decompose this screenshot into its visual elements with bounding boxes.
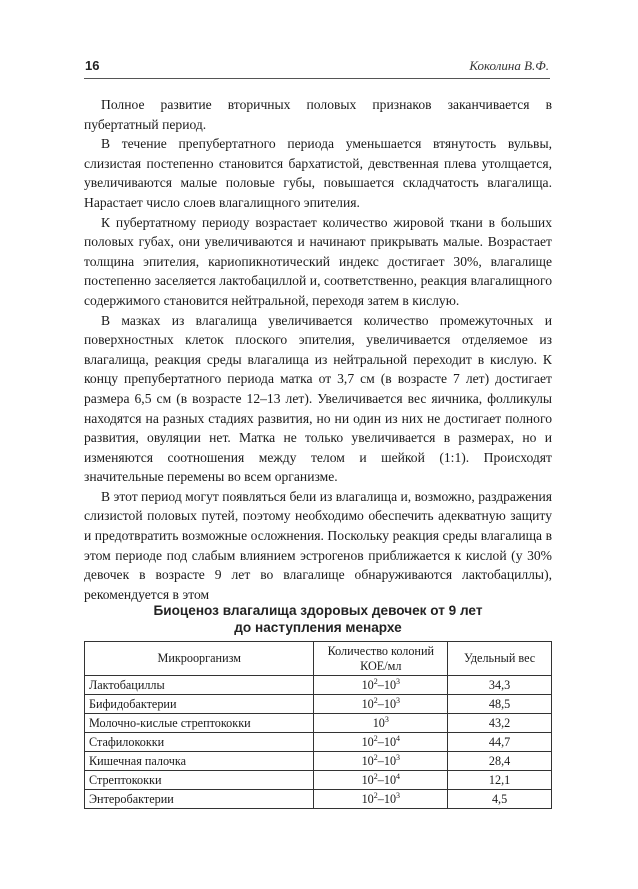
- count-exponent: 2: [373, 695, 378, 705]
- count-part: –: [377, 753, 384, 768]
- count-exponent: 4: [396, 771, 401, 781]
- cell-organism: Кишечная палочка: [85, 752, 314, 771]
- table-header-row: [85, 642, 552, 676]
- count-part: –: [377, 734, 384, 749]
- count-part: –: [377, 791, 384, 806]
- table-row: [85, 676, 552, 695]
- table-row: [85, 733, 552, 752]
- header-specific-weight: Удельный вес: [448, 642, 552, 676]
- cell-colony-count: [314, 790, 448, 809]
- table-row: [85, 771, 552, 790]
- count-part: 10: [383, 677, 397, 692]
- count-part: –: [377, 696, 384, 711]
- count-exponent: 2: [373, 790, 378, 800]
- cell-organism: Стрептококки: [85, 771, 314, 790]
- cell-organism: Бифидобактерии: [85, 695, 314, 714]
- biocenosis-table: [84, 641, 552, 809]
- cell-colony-count: [314, 695, 448, 714]
- table-title-line: до наступления менархе: [234, 620, 402, 635]
- cell-colony-count: [314, 771, 448, 790]
- count-part: 10: [383, 696, 397, 711]
- page-number: 16: [85, 58, 100, 73]
- cell-organism: Стафилококки: [85, 733, 314, 752]
- running-header-author: Коколина В.Ф.: [469, 58, 549, 73]
- count-part: 10: [383, 772, 397, 787]
- count-exponent: 2: [373, 676, 378, 686]
- count-exponent: 3: [396, 676, 401, 686]
- count-exponent: 3: [396, 790, 401, 800]
- count-part: 10: [383, 753, 397, 768]
- paragraph: В мазках из влагалища увеличивается количество промежуточных и поверхностных клеток плоского эпителия, увеличивается отделяемое из влагалища, реакция среды влагалища из нейтральной переходит в кислую. К концу препубертатного периода матка от 3,7 см (в возрасте 7 лет) достигает размера 6,5 см (в возрасте 12–13 лет). Увеличивается вес яичника, фолликулы находятся на разных стадиях развития, но ни один из них не достигает полного развития, овуляции нет. Матка не только увеличивается в размерах, но и изменяются соотношения между телом и шейкой (1:1). Происходят значительные перемены во всем организме.: [84, 312, 552, 485]
- count-part: –: [377, 772, 384, 787]
- cell-specific-weight: 34,3: [448, 676, 552, 695]
- count-exponent: 4: [396, 733, 401, 743]
- count-part: 10: [383, 734, 397, 749]
- count-part: 10: [361, 753, 374, 768]
- cell-specific-weight: 4,5: [448, 790, 552, 809]
- cell-colony-count: [314, 733, 448, 752]
- paragraph: Полное развитие вторичных половых признаков заканчивается в пубертатный период.: [84, 97, 552, 132]
- header-colony-count-line1: Количество колоний: [327, 643, 435, 658]
- header-colony-count: [314, 642, 448, 676]
- table-title: [84, 602, 552, 636]
- table-row: [85, 714, 552, 733]
- cell-organism: Лактобациллы: [85, 676, 314, 695]
- cell-specific-weight: 48,5: [448, 695, 552, 714]
- count-exponent: 3: [396, 695, 401, 705]
- count-exponent: 2: [373, 771, 378, 781]
- paragraph: В течение препубертатного периода уменьшается втянутость вульвы, слизистая постепенно становится бархатистой, девственная плева утолщается, увеличиваются малые половые губы, повышается складчатость влагалища. Нарастает число слоев влагалищного эпителия.: [84, 136, 552, 210]
- cell-colony-count: [314, 676, 448, 695]
- cell-specific-weight: 43,2: [448, 714, 552, 733]
- cell-specific-weight: 44,7: [448, 733, 552, 752]
- count-part: –: [377, 677, 384, 692]
- paragraph: В этот период могут появляться бели из влагалища и, возможно, раздражения слизистой половых путей, поэтому необходимо обеспечить адекватную защиту и предотвратить возможные осложнения. Поскольку реакция среды влагалища в этом периоде под слабым влиянием эстрогенов приближается к кислой (у 30% девочек в возрасте 9 лет во влагалище обнаруживаются лактобациллы), рекомендуется в этом: [84, 488, 552, 602]
- header-organism: Микроорганизм: [85, 642, 314, 676]
- table-body: [85, 676, 552, 809]
- count-part: 10: [361, 677, 374, 692]
- cell-organism: Энтеробактерии: [85, 790, 314, 809]
- count-part: 10: [361, 734, 374, 749]
- count-exponent: 3: [396, 752, 401, 762]
- table-row: [85, 790, 552, 809]
- count-part: 10: [361, 696, 374, 711]
- count-part: 10: [361, 772, 374, 787]
- body-text: [84, 95, 552, 604]
- table-row: [85, 752, 552, 771]
- header-rule: [84, 78, 550, 79]
- paragraph: К пубертатному периоду возрастает количество жировой ткани в больших половых губах, они увеличиваются и начинают прикрывать малые. Возрастает толщина эпителия, кариопикнотический индекс достигает 30%, влагалище постепенно заселяется лактобациллой и, соответственно, реакция влагалищного содержимого становится нейтральной, переходя затем в кислую.: [84, 214, 552, 308]
- count-exponent: 2: [373, 752, 378, 762]
- cell-specific-weight: 12,1: [448, 771, 552, 790]
- cell-colony-count: [314, 714, 448, 733]
- header-colony-count-line2: КОЕ/мл: [360, 658, 402, 673]
- count-part: 10: [361, 791, 374, 806]
- table-title-line: Биоценоз влагалища здоровых девочек от 9 лет: [153, 603, 483, 618]
- count-exponent: 3: [384, 714, 389, 724]
- cell-organism: Молочно-кислые стрептококки: [85, 714, 314, 733]
- cell-specific-weight: 28,4: [448, 752, 552, 771]
- count-part: 10: [383, 791, 397, 806]
- count-part: 10: [372, 715, 385, 730]
- count-exponent: 2: [373, 733, 378, 743]
- table-row: [85, 695, 552, 714]
- cell-colony-count: [314, 752, 448, 771]
